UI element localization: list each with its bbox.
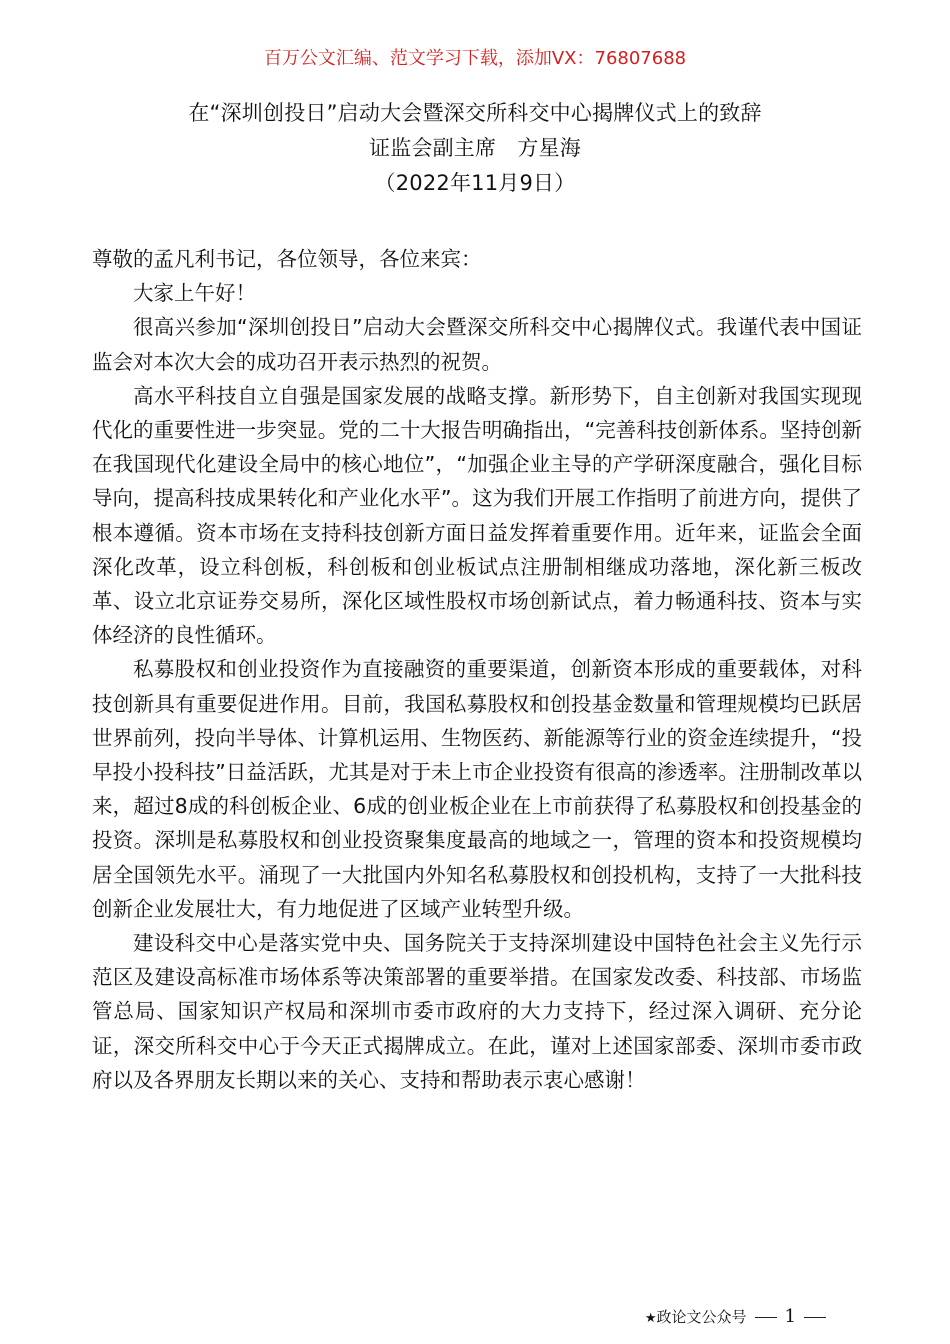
page-number: 1	[784, 1306, 796, 1327]
speech-body	[92, 242, 862, 1097]
speech-title: 在“深圳创投日”启动大会暨深交所科交中心揭牌仪式上的致辞	[188, 101, 762, 125]
speaker-line: 证监会副主席 方星海	[369, 136, 581, 160]
footer-source: 政论文公众号	[656, 1308, 747, 1326]
speech-date: （2022年11月9日）	[374, 171, 576, 195]
paragraph-greeting: 大家上午好！	[133, 281, 256, 306]
paragraph-private-equity: 私募股权和创业投资作为直接融资的重要渠道，创新资本形成的重要载体，对科技创新具有重要促进作用。目前，我国私募股权和创投基金数量和管理规模均已跃居世界前列，投向半导体、计算机运用、生物医药、新能源等行业的资金连续提升，“投早投小投科技”日益活跃，尤其是对于未上市企业投资有很高的渗透率。注册制改革以来，超过8成的科创板企业、6成的创业板企业在上市前获得了私募股权和创投基金的投资。深圳是私募股权和创业投资聚集度最高的地域之一，管理的资本和投资规模均居全国领先水平。涌现了一大批国内外知名私募股权和创投机构，支持了一大批科技创新企业发展壮大，有力地促进了区域产业转型升级。	[92, 657, 862, 921]
salutation: 尊敬的孟凡利书记，各位领导，各位来宾：	[92, 247, 482, 271]
star-icon: ★	[644, 1311, 657, 1326]
footer-dash-left	[755, 1317, 777, 1318]
watermark-banner: 百万公文汇编、范文学习下载，添加VX：76807688	[263, 48, 687, 69]
footer-dash-right	[804, 1317, 826, 1318]
page-footer	[645, 1306, 834, 1330]
paragraph-tech-exchange-center: 建设科交中心是落实党中央、国务院关于支持深圳建设中国特色社会主义先行示范区及建设高标准市场体系等决策部署的重要举措。在国家发改委、科技部、市场监管总局、国家知识产权局和深圳市委市政府的大力支持下，经过深入调研、充分论证，深交所科交中心于今天正式揭牌成立。在此，谨对上述国家部委、深圳市委市政府以及各界朋友长期以来的关心、支持和帮助表示衷心感谢！	[92, 931, 862, 1092]
paragraph-congratulation: 很高兴参加“深圳创投日”启动大会暨深交所科交中心揭牌仪式。我谨代表中国证监会对本次大会的成功召开表示热烈的祝贺。	[92, 315, 862, 374]
title-block	[0, 96, 950, 201]
paragraph-tech-innovation: 高水平科技自立自强是国家发展的战略支撑。新形势下，自主创新对我国实现现代化的重要性进一步突显。党的二十大报告明确指出，“完善科技创新体系。坚持创新在我国现代化建设全局中的核心地位”，“加强企业主导的产学研深度融合，强化目标导向，提高科技成果转化和产业化水平”。这为我们开展工作指明了前进方向，提供了根本遵循。资本市场在支持科技创新方面日益发挥着重要作用。近年来，证监会全面深化改革，设立科创板，科创板和创业板试点注册制相继成功落地，深化新三板改革、设立北京证券交易所，深化区域性股权市场创新试点，着力畅通科技、资本与实体经济的良性循环。	[92, 383, 862, 648]
